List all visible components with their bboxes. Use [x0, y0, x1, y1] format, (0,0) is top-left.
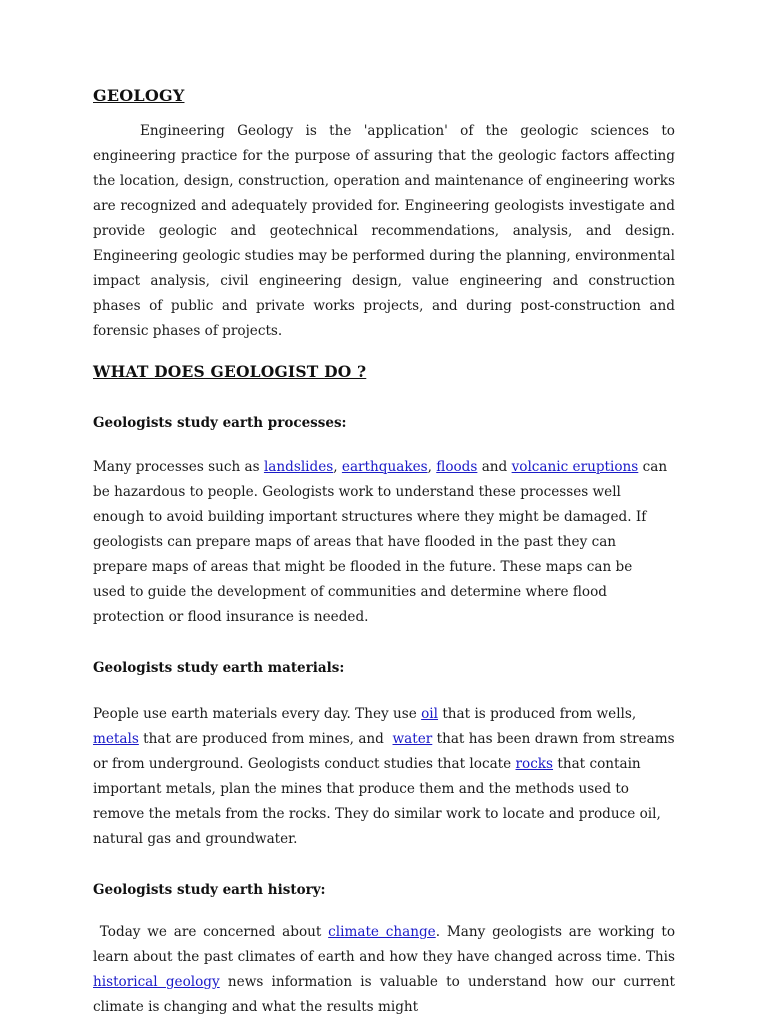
link-metals[interactable]: metals: [93, 731, 139, 747]
processes-heading: Geologists study earth processes:: [93, 415, 347, 431]
processes-sep-1: ,: [333, 459, 342, 475]
materials-text-2: that is produced from wells,: [438, 706, 637, 722]
materials-text-3: that are produced from mines, and: [138, 731, 393, 747]
link-volcanic-eruptions[interactable]: volcanic eruptions: [511, 459, 639, 475]
link-rocks[interactable]: rocks: [515, 756, 554, 772]
document-content: [93, 86, 675, 1020]
materials-heading: Geologists study earth materials:: [93, 660, 345, 676]
materials-text-5: that contain important metals, plan the mines that produce them and the methods used to remove the metals from the rocks. They do similar work to locate and produce oil, natural gas and groundwater.: [93, 756, 661, 847]
history-text-1: Today we are concerned about: [93, 924, 329, 940]
materials-text-1: People use earth materials every day. They use: [93, 706, 422, 722]
link-oil[interactable]: oil: [421, 706, 439, 722]
link-earthquakes[interactable]: earthquakes: [341, 459, 428, 475]
history-heading: Geologists study earth history:: [93, 882, 326, 898]
processes-text-1: Many processes such as: [93, 459, 264, 475]
section-heading: WHAT DOES GEOLOGIST DO ?: [93, 362, 367, 381]
history-text-2: . Many geologists are working to learn about the past climates of earth and how they have changed across time. This: [93, 924, 676, 965]
link-historical-geology[interactable]: historical geology: [93, 974, 220, 990]
link-floods[interactable]: floods: [436, 459, 478, 475]
intro-paragraph: Engineering Geology is the 'application' of the geologic sciences to engineering practice for the purpose of assuring that the geologic factors affecting the location, design, construction, operation and maintenance of engineering works are recognized and adequately provided for. Engineering geologists investigate and provide geologic and geotechnical recommendations, analysis, and design. Engineering geologic studies may be performed during the planning, environmental impact analysis, civil engineering design, value engineering and construction phases of public and private works projects, and during post-construction and forensic phases of projects.: [93, 123, 675, 339]
page-title: GEOLOGY: [93, 86, 185, 105]
processes-paragraph: [93, 455, 669, 630]
materials-paragraph: [93, 702, 675, 852]
history-paragraph: [93, 920, 675, 1020]
processes-text-2: and: [477, 459, 512, 475]
link-climate-change[interactable]: climate change: [328, 924, 436, 940]
link-water[interactable]: water: [392, 731, 433, 747]
materials-text-4: that has been drawn from streams or from underground. Geologists conduct studies that locate: [93, 731, 675, 772]
processes-text-3: can be hazardous to people. Geologists work to understand these processes well enough to avoid building important structures where they might be damaged. If geologists can prepare maps of areas that have flooded in the past they can prepare maps of areas that might be flooded in the future. These maps can be used to guide the development of communities and determine where flood protection or flood insurance is needed.: [93, 459, 668, 625]
link-landslides[interactable]: landslides: [263, 459, 334, 475]
history-text-3: news information is valuable to understand how our current climate is changing and what the results might: [93, 974, 676, 1015]
processes-sep-2: ,: [427, 459, 437, 475]
